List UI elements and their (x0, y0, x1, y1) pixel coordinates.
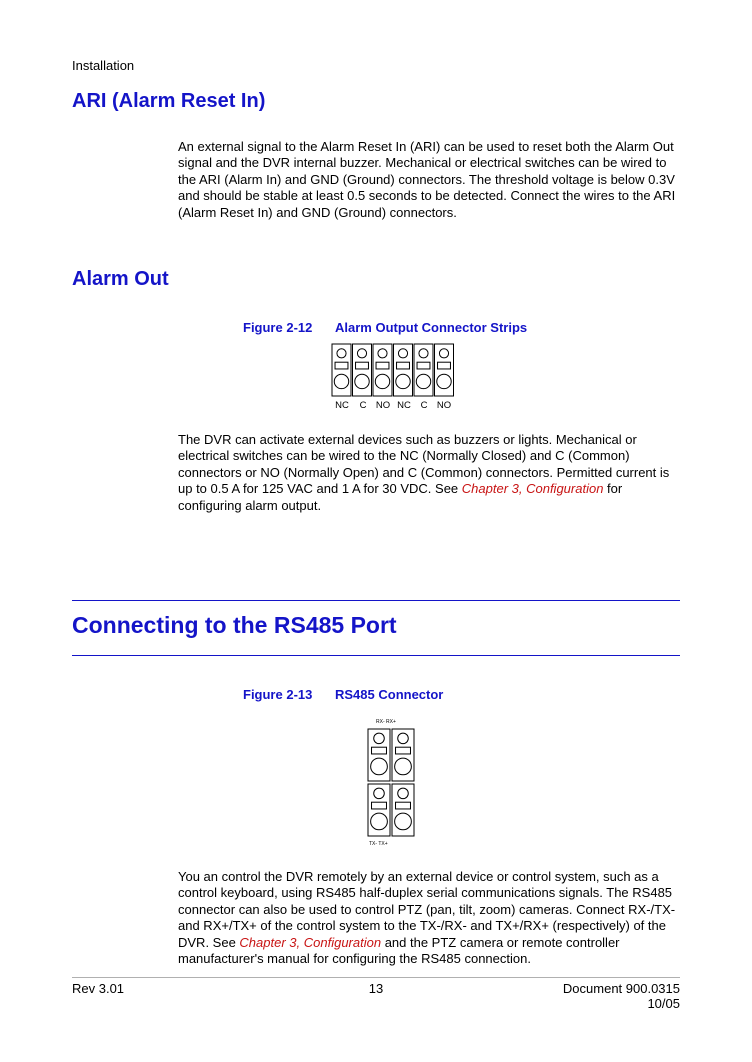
footer-rule (72, 977, 680, 978)
rs485-bottom-label: TX- TX+ (369, 841, 388, 847)
rs485-terminal-1 (368, 729, 390, 781)
section-heading-ari: ARI (Alarm Reset In) (72, 90, 266, 112)
alarm-output-terminal-4 (394, 344, 413, 396)
section-rule-top (72, 600, 680, 601)
section-heading-rs485: Connecting to the RS485 Port (72, 612, 397, 638)
figure-number: Figure 2-13 (243, 687, 313, 702)
section-heading-alarm-out: Alarm Out (72, 268, 169, 290)
rs485-terminal-2 (392, 729, 414, 781)
ari-body-text: An external signal to the Alarm Reset In (ARI) can be used to reset both the Alarm Out signal and the DVR internal buzzer. Mechanical or electrical switches can be wired to the ARI (Alarm In) and GND (Ground) connectors. The threshold voltage is below 0.3V and should be stable at least 0.5 seconds to be detected. Connect the wires to the ARI (Alarm Reset In) and GND (Ground) connectors. (178, 139, 676, 220)
rs485-connector-diagram (364, 714, 420, 850)
section-rule-bottom (72, 655, 680, 656)
connector-label-no-2: NO (436, 400, 452, 411)
connector-label-c-2: C (420, 400, 428, 411)
footer-document-date: 10/05 (647, 996, 680, 1011)
figure-2-13-caption (243, 687, 443, 702)
alarm-output-terminal-1 (332, 344, 351, 396)
alarm-out-body-end: for configuring alarm output. (178, 481, 623, 513)
rs485-body-end: and the PTZ camera or remote controller manufacturer's manual for configuring the RS485 connection. (178, 934, 620, 967)
figure-title: RS485 Connector (335, 687, 444, 702)
figure-number: Figure 2-12 (243, 320, 313, 335)
rs485-terminal-3 (368, 784, 390, 836)
alarm-output-connector-diagram (328, 340, 458, 412)
rs485-body-start: You an control the DVR remotely by an external device or control system, such as a control keyboard, using RS485 half-duplex serial communications signals. The RS485 connector can also be used to control PTZ (pan, tilt, zoom) cameras. Connect RX-/TX- and RX+/TX+ of the control system to the TX-/RX- and TX+/RX+ (respectively) of the DVR. See (178, 869, 676, 950)
connector-label-nc-2: NC (397, 400, 411, 411)
running-head: Installation (72, 58, 135, 73)
alarm-out-body-text (178, 432, 683, 514)
chapter-3-link[interactable]: Chapter 3, Configuration (239, 934, 382, 950)
footer-revision: Rev 3.01 (72, 981, 125, 996)
alarm-output-terminal-5 (414, 344, 433, 396)
rs485-body-text (178, 869, 683, 967)
alarm-out-body-start: The DVR can activate external devices such as buzzers or lights. Mechanical or electrical switches can be wired to the NC (Normally Closed) and C (Common) connectors or NO (Normally Open) and C (Common) connectors. Permitted current is up to 0.5 A for 125 VAC and 1 A for 30 VDC. See (178, 432, 670, 497)
figure-title: Alarm Output Connector Strips (335, 320, 528, 335)
connector-label-c-1: C (359, 400, 367, 411)
chapter-3-link[interactable]: Chapter 3, Configuration (461, 481, 604, 497)
figure-2-12-caption (243, 320, 527, 335)
connector-label-nc-1: NC (335, 400, 349, 411)
alarm-output-terminal-6 (435, 344, 454, 396)
footer-document-number: Document 900.0315 (562, 981, 680, 996)
connector-label-no-1: NO (375, 400, 391, 411)
alarm-output-terminal-2 (353, 344, 372, 396)
rs485-top-label: RX- RX+ (376, 719, 396, 725)
alarm-output-terminal-3 (373, 344, 392, 396)
footer-page-number: 13 (368, 981, 384, 996)
rs485-terminal-4 (392, 784, 414, 836)
footer-document (480, 981, 680, 1011)
